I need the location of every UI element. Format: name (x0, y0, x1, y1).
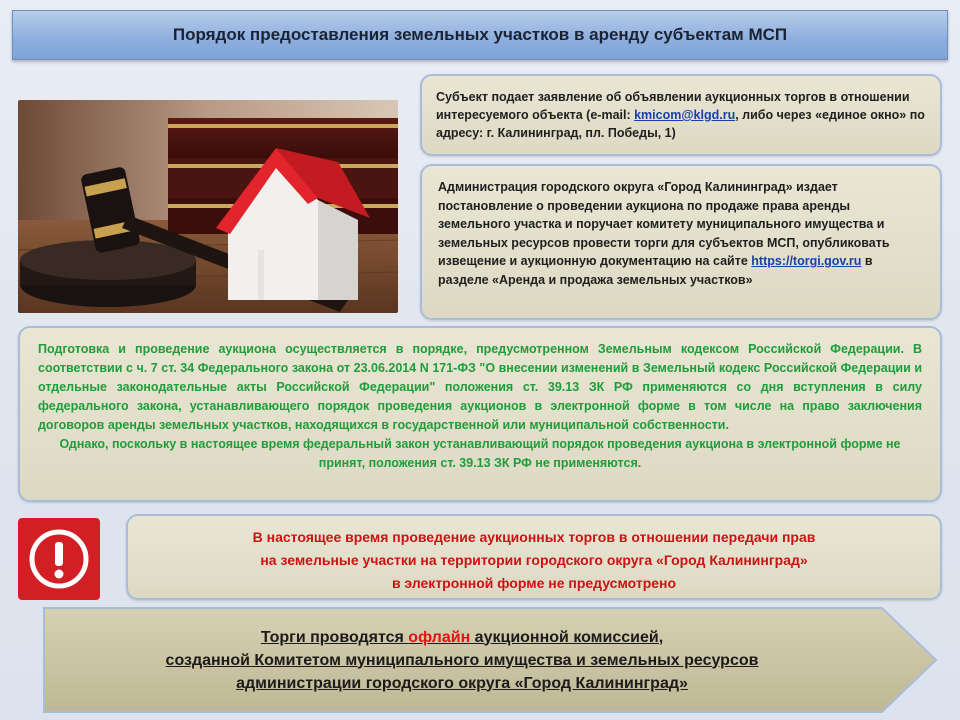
application-text: Субъект подает заявление об объявлении аукционных торгов в отношении интересуемого объекта (e-mail: (436, 90, 910, 122)
arrow-line-1 (261, 626, 663, 649)
administration-text: Администрация городского округа «Город Калининград» издает постановление о проведении аукциона по продаже права аренды земельного участка и поручает комитету муниципального имущества и земельных ресурсов провести торги для субъектов МСП, опубликовать извещение и аукционную документацию на сайте (438, 180, 890, 268)
notice-line-2: на земельные участки на территории городского округа «Город Калининград» (260, 552, 808, 568)
administration-step-box (420, 164, 942, 320)
legal-paragraph-2: Однако, поскольку в настоящее время федеральный закон устанавливающий порядок проведения аукциона в электронной форме не принят, положения ст. 39.13 ЗК РФ не применяются. (59, 437, 901, 470)
administration-text-end: в разделе «Аренда и продажа земельных участков» (438, 254, 873, 287)
offline-highlight: офлайн (408, 628, 471, 646)
gavel-house-illustration (18, 100, 398, 313)
arrow-banner-text (42, 606, 882, 714)
notice-line-3: в электронной форме не предусмотрено (391, 575, 677, 591)
gavel-house-photo (18, 100, 398, 313)
legal-basis-box (18, 326, 942, 502)
page-title: Порядок предоставления земельных участков в аренду субъектам МСП (172, 25, 788, 44)
application-step-box (420, 74, 942, 156)
exclamation-warning-icon (18, 518, 100, 600)
email-link[interactable]: kmicom@klgd.ru (634, 108, 736, 122)
notice-line-1: В настоящее время проведение аукционных торгов в отношении передачи прав (252, 529, 816, 545)
torgi-site-link[interactable]: https://torgi.gov.ru (751, 254, 862, 268)
arrow-line-2: созданной Комитетом муниципального имущества и земельных ресурсов (165, 651, 759, 669)
page-title-bar (12, 10, 948, 60)
arrow-line-3: администрации городского округа «Город Калининград» (236, 674, 688, 692)
application-text-end: , либо через «единое окно» по адресу: г. Калининград, пл. Победы, 1) (436, 108, 925, 140)
warning-badge (18, 518, 100, 600)
legal-paragraph-1: Подготовка и проведение аукциона осуществляется в порядке, предусмотренном Земельным кодексом Российской Федерации. В соответствии с ч. 7 ст. 34 Федерального закона от 23.06.2014 N 171-ФЗ "О внесении изменений в Земельный кодекс Российской Федерации и отдельные законодательные акты Российской Федерации" положения ст. 39.13 ЗК РФ применяются со дня вступления в силу федерального закона, устанавливающего порядок проведения аукционов в электронной форме в том числе на право заключения договоров аренды земельных участков, находящихся в государственной или муниципальной собственности. (38, 342, 922, 432)
arrow-line-1-end: аукционной комиссией, (470, 628, 664, 646)
electronic-form-notice-box (126, 514, 942, 600)
arrow-line-1-start: Торги проводятся (260, 628, 409, 646)
